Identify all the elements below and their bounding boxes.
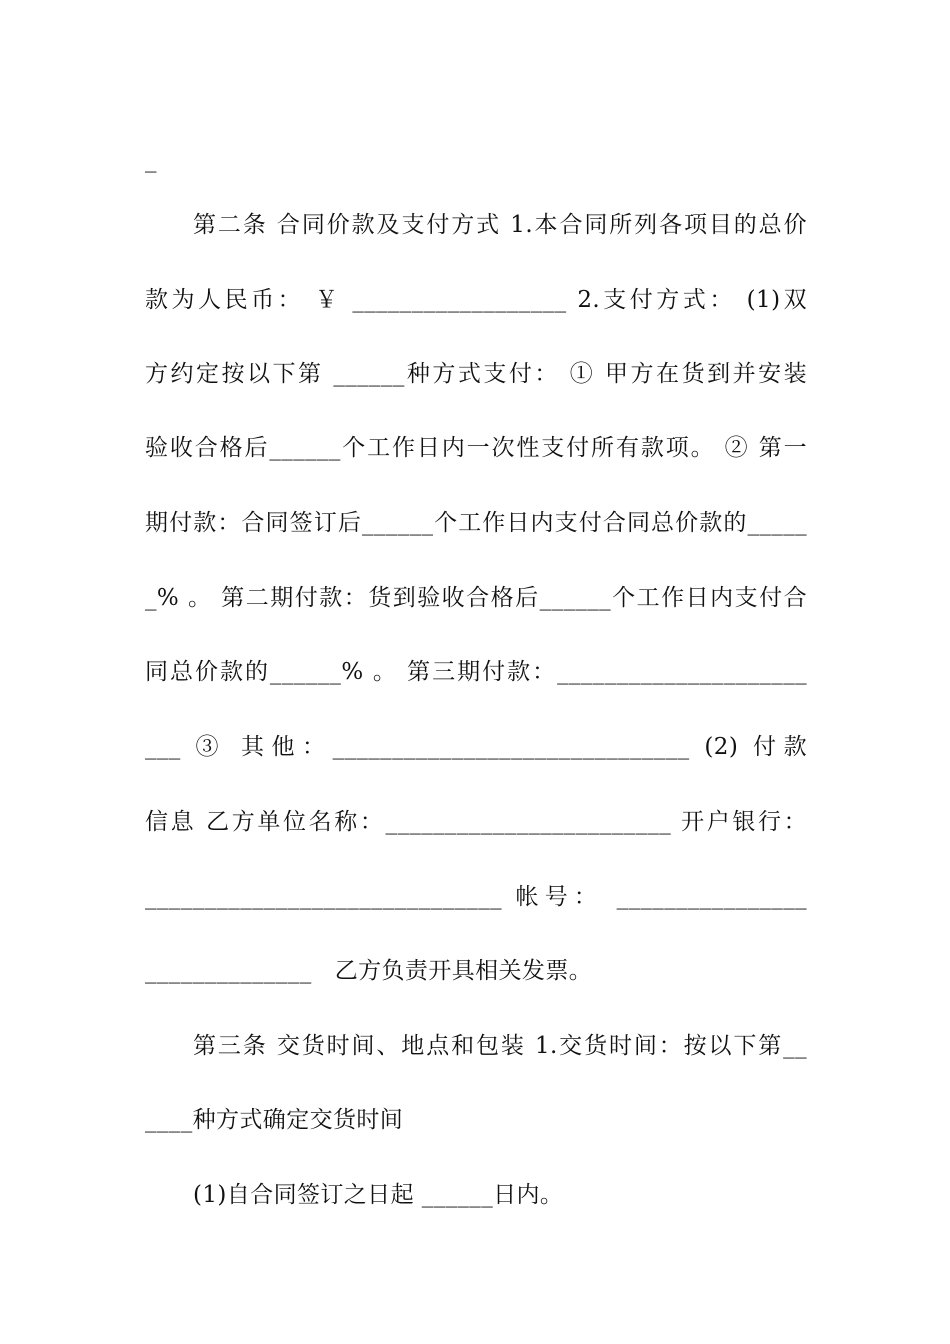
article-2-line-9: 信息 乙方单位名称：________________________ 开户银行：: [145, 809, 807, 835]
article-2-line-8: ___ ③ 其他：______________________________ (2) 付款: [145, 734, 807, 760]
article-2-line-2: 款为人民币： ￥ __________________ 2.支付方式： (1)双: [145, 287, 807, 313]
article-2-line-6: _% 。 第二期付款：货到验收合格后______个工作日内支付合: [145, 585, 807, 611]
article-2-line-3: 方约定按以下第 ______种方式支付： ① 甲方在货到并安装: [145, 361, 807, 387]
article-2-line-7: 同总价款的______% 。 第三期付款：_____________________: [145, 659, 807, 685]
article-3-line-2: ____种方式确定交货时间: [145, 1107, 404, 1133]
page-top-stub: _: [145, 147, 157, 173]
article-2-line-1: 第二条 合同价款及支付方式 1.本合同所列各项目的总价: [193, 212, 807, 238]
article-2-line-4: 验收合格后______个工作日内一次性支付所有款项。 ② 第一: [145, 435, 807, 461]
article-2-line-11: ______________ 乙方负责开具相关发票。: [145, 958, 593, 984]
article-3-line-1: 第三条 交货时间、地点和包装 1.交货时间：按以下第__: [193, 1033, 807, 1059]
article-3-item-1: (1)自合同签订之日起 ______日内。: [193, 1182, 564, 1208]
article-2-line-10: ______________________________ 帐号： ________________: [145, 884, 807, 910]
article-2-line-5: 期付款：合同签订后______个工作日内支付合同总价款的_____: [145, 510, 807, 536]
